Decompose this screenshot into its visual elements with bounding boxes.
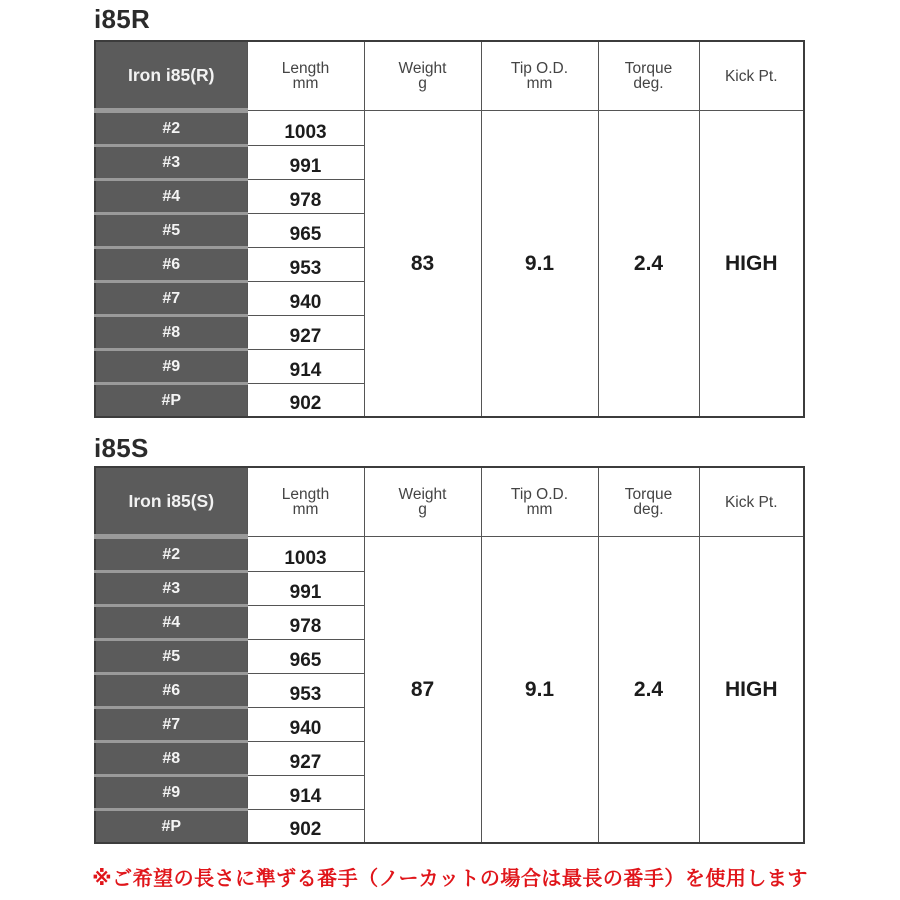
length-value: 1003	[247, 537, 364, 572]
weight-value: 83	[364, 111, 481, 418]
club-number: #5	[95, 214, 247, 248]
tip-od-value: 9.1	[481, 537, 598, 844]
table-row	[95, 537, 804, 572]
length-value: 940	[247, 708, 364, 742]
length-value: 914	[247, 776, 364, 810]
club-number: #8	[95, 316, 247, 350]
club-number: #7	[95, 282, 247, 316]
section-title-i85r: i85R	[94, 4, 151, 34]
length-value: 965	[247, 214, 364, 248]
series-label: Iron i85(R)	[95, 41, 247, 111]
header-tip-od: Tip O.D. mm	[481, 467, 598, 537]
torque-value: 2.4	[598, 111, 699, 418]
length-value: 927	[247, 742, 364, 776]
club-number: #4	[95, 180, 247, 214]
club-number: #P	[95, 384, 247, 418]
length-value: 965	[247, 640, 364, 674]
spec-table-i85r	[94, 40, 805, 418]
club-number: #6	[95, 674, 247, 708]
length-value: 991	[247, 146, 364, 180]
club-number: #6	[95, 248, 247, 282]
club-number: #7	[95, 708, 247, 742]
tip-od-value: 9.1	[481, 111, 598, 418]
header-torque: Torque deg.	[598, 41, 699, 111]
club-number: #2	[95, 537, 247, 572]
length-value: 991	[247, 572, 364, 606]
length-value: 940	[247, 282, 364, 316]
kick-point-value: HIGH	[699, 537, 804, 844]
series-label: Iron i85(S)	[95, 467, 247, 537]
club-number: #3	[95, 146, 247, 180]
length-value: 902	[247, 810, 364, 844]
club-number: #P	[95, 810, 247, 844]
header-tip-od: Tip O.D. mm	[481, 41, 598, 111]
club-number: #3	[95, 572, 247, 606]
section-title-i85s: i85S	[94, 433, 149, 463]
club-number: #8	[95, 742, 247, 776]
length-value: 953	[247, 248, 364, 282]
length-value: 953	[247, 674, 364, 708]
club-number: #9	[95, 776, 247, 810]
kick-point-value: HIGH	[699, 111, 804, 418]
club-number: #9	[95, 350, 247, 384]
header-row	[95, 467, 804, 537]
header-weight: Weight g	[364, 467, 481, 537]
header-kick-point: Kick Pt.	[699, 467, 804, 537]
header-weight: Weight g	[364, 41, 481, 111]
header-length: Length mm	[247, 41, 364, 111]
weight-value: 87	[364, 537, 481, 844]
length-value: 1003	[247, 111, 364, 146]
header-kick-point: Kick Pt.	[699, 41, 804, 111]
header-torque: Torque deg.	[598, 467, 699, 537]
length-value: 927	[247, 316, 364, 350]
spec-table-i85s	[94, 466, 805, 844]
table-row	[95, 111, 804, 146]
club-number: #2	[95, 111, 247, 146]
header-row	[95, 41, 804, 111]
header-length: Length mm	[247, 467, 364, 537]
torque-value: 2.4	[598, 537, 699, 844]
length-value: 978	[247, 606, 364, 640]
length-value: 978	[247, 180, 364, 214]
club-number: #5	[95, 640, 247, 674]
length-value: 902	[247, 384, 364, 418]
length-value: 914	[247, 350, 364, 384]
footnote: ※ご希望の長さに準ずる番手（ノーカットの場合は最長の番手）を使用します	[92, 868, 808, 890]
club-number: #4	[95, 606, 247, 640]
